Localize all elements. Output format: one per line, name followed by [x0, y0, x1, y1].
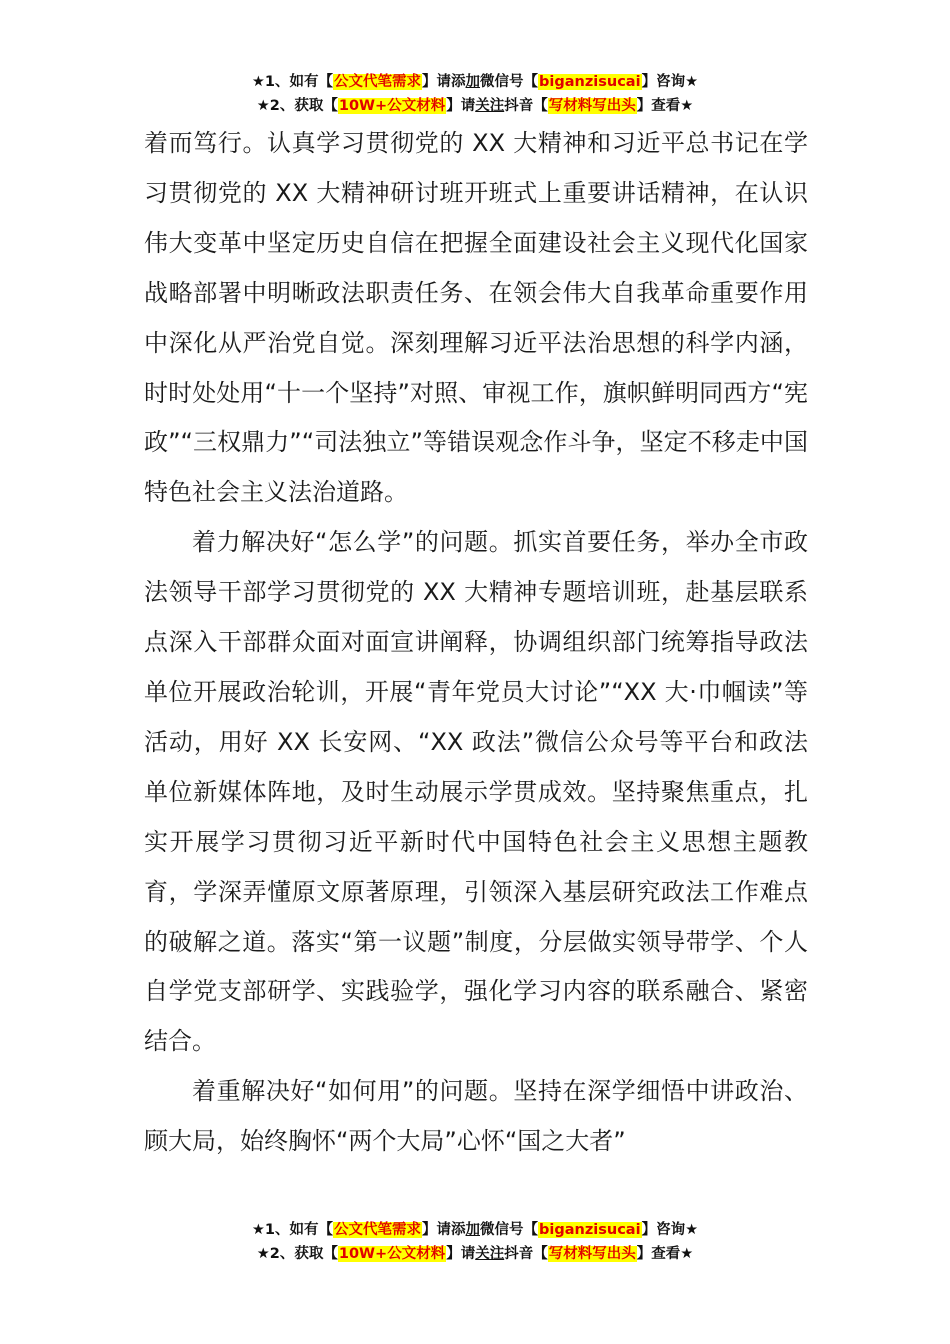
header-banner	[0, 70, 950, 118]
banner-highlight: biganzisucai	[539, 74, 641, 90]
document-body	[144, 119, 808, 1167]
banner-text: 】咨询★	[641, 74, 699, 90]
banner-line-2	[0, 94, 950, 118]
banner-text: 微信号【	[480, 1222, 539, 1238]
banner-line-1	[0, 1218, 950, 1242]
banner-highlight: 公文代笔需求	[334, 1222, 422, 1238]
banner-text: 】查看★	[636, 1246, 694, 1262]
banner-highlight: 公文代笔需求	[334, 74, 422, 90]
banner-text: 】请	[446, 1246, 476, 1262]
banner-highlight: 10W+公文材料	[338, 1246, 446, 1262]
banner-emphasis: 加	[465, 1222, 481, 1238]
banner-text: 】咨询★	[641, 1222, 699, 1238]
banner-text: ★2、获取【	[256, 1246, 338, 1262]
banner-text: ★2、获取【	[256, 98, 338, 114]
banner-emphasis: 加	[465, 74, 481, 90]
banner-text: 】查看★	[636, 98, 694, 114]
banner-highlight: 10W+公文材料	[338, 98, 446, 114]
footer-banner	[0, 1218, 950, 1266]
banner-text: ★1、如有【	[251, 1222, 334, 1238]
banner-text: ★1、如有【	[251, 74, 334, 90]
banner-text: 】请	[446, 98, 476, 114]
banner-emphasis: 关注	[475, 1246, 505, 1262]
banner-text: 】请添	[422, 74, 466, 90]
banner-highlight: 写材料写出头	[548, 1246, 636, 1262]
banner-emphasis: 关注	[475, 98, 505, 114]
banner-text: 】请添	[422, 1222, 466, 1238]
paragraph: 着而笃行。认真学习贯彻党的 XX 大精神和习近平总书记在学习贯彻党的 XX 大精神研讨班开班式上重要讲话精神，在认识伟大变革中坚定历史自信在把握全面建设社会主义现代化国家战略部署中明晰政法职责任务、在领会伟大自我革命重要作用中深化从严治党自觉。深刻理解习近平法治思想的科学内涵，时时处处用“十一个坚持”对照、审视工作，旗帜鲜明同西方“宪政”“三权鼎力”“司法独立”等错误观念作斗争，坚定不移走中国特色社会主义法治道路。	[144, 129, 808, 507]
paragraph: 着重解决好“如何用”的问题。坚持在深学细悟中讲政治、顾大局，始终胸怀“两个大局”心怀“国之大者”	[144, 1077, 808, 1156]
paragraph: 着力解决好“怎么学”的问题。抓实首要任务，举办全市政法领导干部学习贯彻党的 XX 大精神专题培训班，赴基层联系点深入干部群众面对面宣讲阐释，协调组织部门统筹指导政法单位开展政治轮训，开展“青年党员大讨论”“XX 大·巾帼读”等活动，用好 XX 长安网、“XX 政法”微信公众号等平台和政法单位新媒体阵地，及时生动展示学贯成效。坚持聚焦重点，扎实开展学习贯彻习近平新时代中国特色社会主义思想主题教育，学深弄懂原文原著原理，引领深入基层研究政法工作难点的破解之道。落实“第一议题”制度，分层做实领导带学、个人自学党支部研学、实践验学，强化学习内容的联系融合、紧密结合。	[144, 528, 808, 1056]
banner-text: 抖音【	[504, 1246, 548, 1262]
banner-text: 微信号【	[480, 74, 539, 90]
banner-highlight: 写材料写出头	[548, 98, 636, 114]
banner-line-1	[0, 70, 950, 94]
banner-text: 抖音【	[504, 98, 548, 114]
banner-line-2	[0, 1242, 950, 1266]
banner-highlight: biganzisucai	[539, 1222, 641, 1238]
